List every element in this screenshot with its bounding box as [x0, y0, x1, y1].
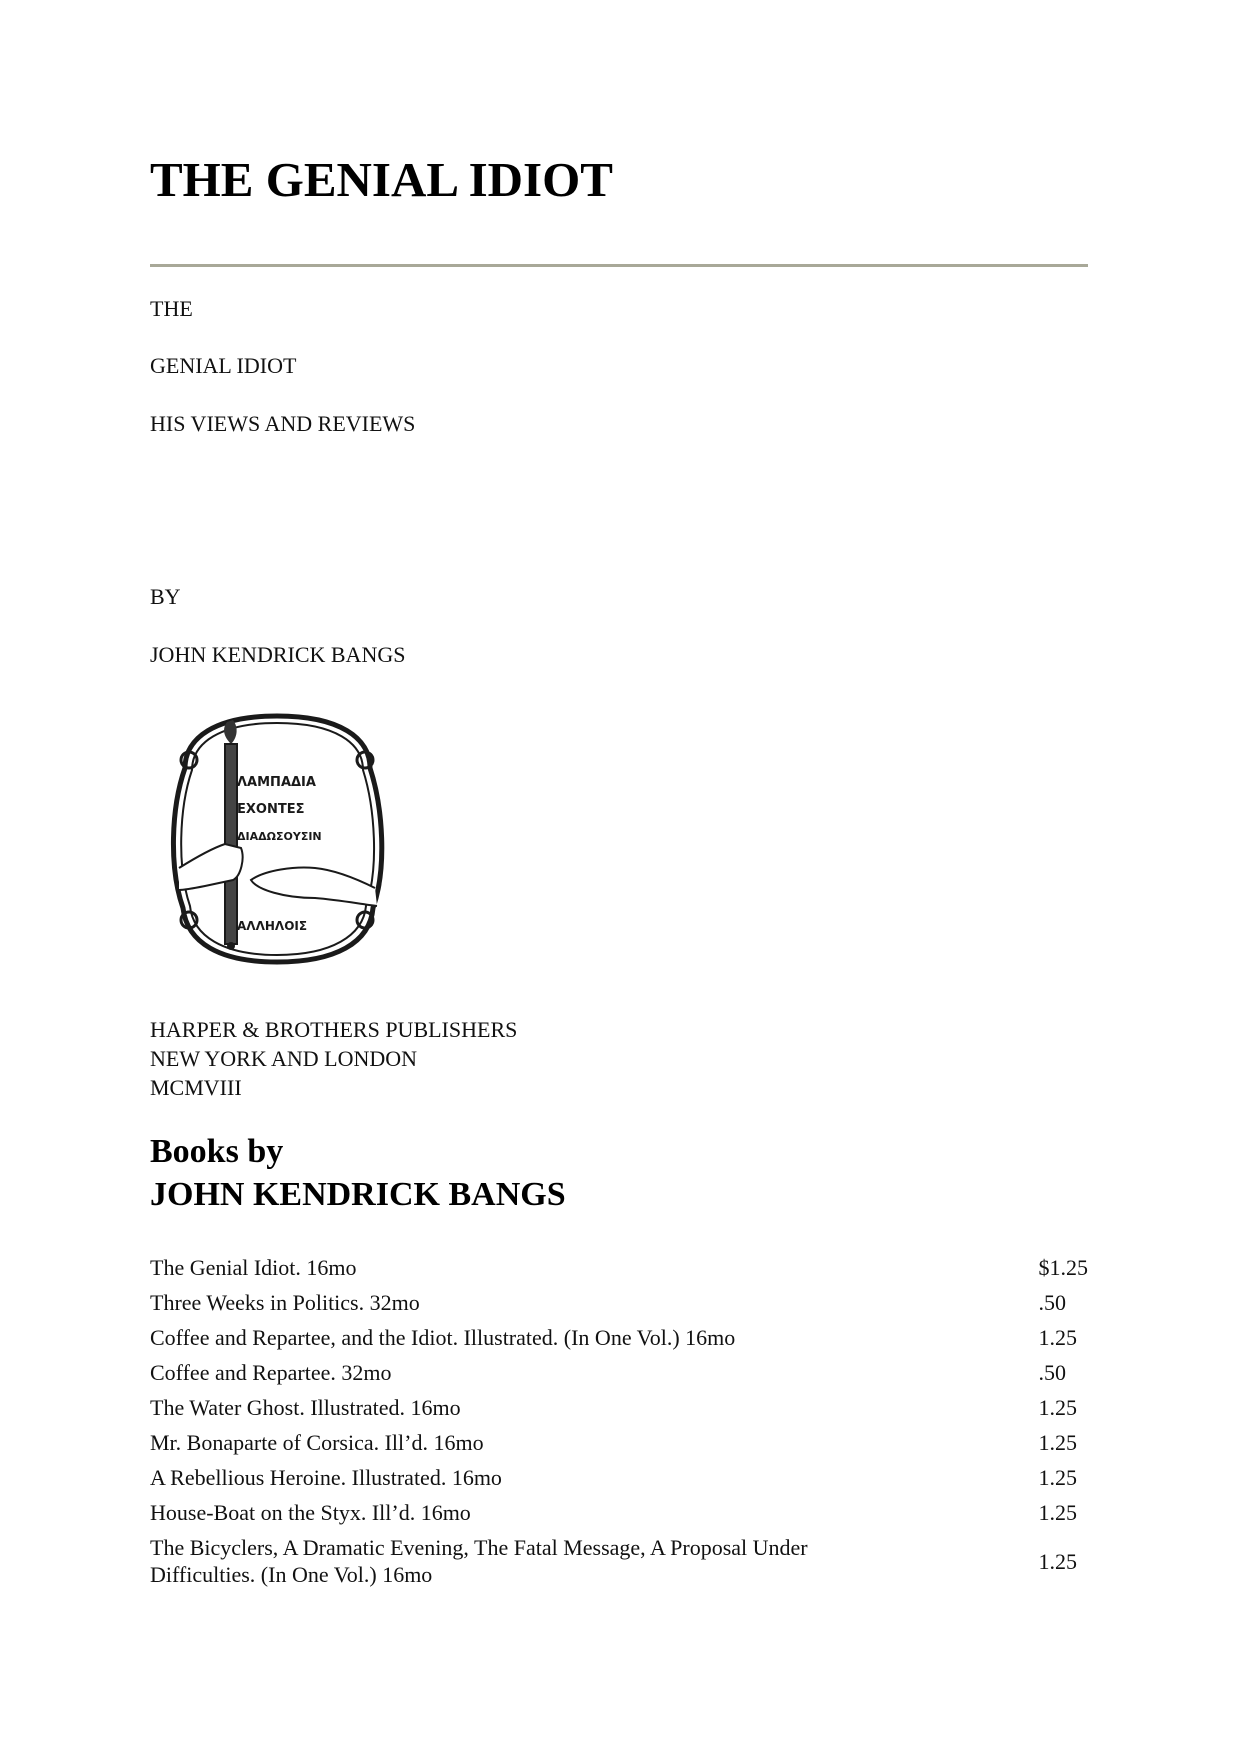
books-list-table	[150, 1250, 1088, 1592]
book-price: .50	[1038, 1360, 1066, 1385]
book-price: 1.25	[1038, 1395, 1077, 1420]
table-row	[150, 1495, 1088, 1530]
book-price: 1.25	[1038, 1465, 1077, 1490]
books-by-label: Books by	[150, 1133, 284, 1170]
book-title: The Bicyclers, A Dramatic Evening, The Fatal Message, A Proposal Under Difficulties. (In One Vol.) 16mo	[150, 1535, 808, 1587]
book-title: The Genial Idiot. 16mo	[150, 1255, 357, 1280]
title-page-line-genial-idiot: GENIAL IDIOT	[150, 353, 297, 378]
table-row	[150, 1250, 1088, 1285]
book-title: House-Boat on the Styx. Ill’d. 16mo	[150, 1500, 471, 1525]
book-title: Coffee and Repartee. 32mo	[150, 1360, 392, 1385]
table-row	[150, 1285, 1088, 1320]
title-page-by: BY	[150, 584, 181, 609]
title-page-author: JOHN KENDRICK BANGS	[150, 642, 406, 667]
svg-text:ΔΙΑΔΩΣΟΥΣΙΝ: ΔΙΑΔΩΣΟΥΣΙΝ	[237, 830, 322, 843]
book-title: The Water Ghost. Illustrated. 16mo	[150, 1395, 461, 1420]
book-price: .50	[1038, 1290, 1066, 1315]
book-price: 1.25	[1038, 1500, 1077, 1525]
book-price: 1.25	[1038, 1430, 1077, 1455]
book-price: $1.25	[1038, 1255, 1088, 1280]
svg-text:ΑΛΛΗΛΟΙΣ: ΑΛΛΗΛΟΙΣ	[237, 919, 308, 933]
table-row	[150, 1320, 1088, 1355]
book-title: Coffee and Repartee, and the Idiot. Illustrated. (In One Vol.) 16mo	[150, 1325, 736, 1350]
table-row	[150, 1355, 1088, 1390]
title-page-line-the: THE	[150, 296, 193, 321]
title-page-line-subtitle: HIS VIEWS AND REVIEWS	[150, 411, 416, 436]
book-title: A Rebellious Heroine. Illustrated. 16mo	[150, 1465, 502, 1490]
svg-text:ΛΑΜΠΑΔΙΑ: ΛΑΜΠΑΔΙΑ	[237, 775, 316, 790]
book-title: Three Weeks in Politics. 32mo	[150, 1290, 420, 1315]
book-price: 1.25	[1038, 1548, 1077, 1574]
table-row	[150, 1425, 1088, 1460]
table-row	[150, 1390, 1088, 1425]
publisher-name: HARPER & BROTHERS PUBLISHERS	[150, 1017, 518, 1042]
publication-year: MCMVIII	[150, 1075, 242, 1100]
table-row	[150, 1460, 1088, 1495]
book-price: 1.25	[1038, 1325, 1077, 1350]
table-row	[150, 1530, 1088, 1592]
page-title: THE GENIAL IDIOT	[150, 152, 613, 207]
books-by-heading	[150, 1130, 566, 1216]
publisher-imprint	[150, 1015, 517, 1102]
books-by-author: JOHN KENDRICK BANGS	[150, 1176, 566, 1213]
publisher-location: NEW YORK AND LONDON	[150, 1046, 418, 1071]
book-title: Mr. Bonaparte of Corsica. Ill’d. 16mo	[150, 1430, 484, 1455]
svg-text:ΕΧΟΝΤΕΣ: ΕΧΟΝΤΕΣ	[237, 802, 305, 817]
title-divider	[150, 264, 1088, 267]
publisher-torch-emblem-icon	[165, 708, 390, 970]
